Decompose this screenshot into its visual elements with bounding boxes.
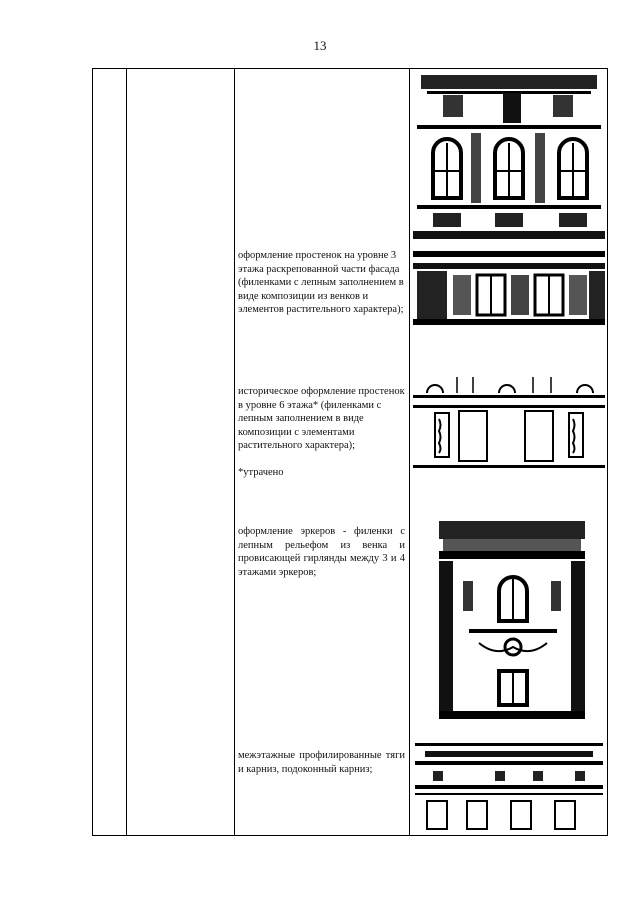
facade-third-floor-piers-photo	[413, 251, 605, 329]
cornice-photo	[415, 743, 603, 831]
heritage-table	[92, 68, 608, 836]
column-divider-1	[126, 69, 127, 835]
page-number: 13	[313, 38, 327, 53]
facade-sixth-floor-piers-photo	[413, 371, 605, 471]
row-5-description: межэтажные профилированные тяги и карниз, подоконный карниз;	[238, 750, 405, 775]
row-3-description: историческое оформление простенок в уровне 6 этажа* (филенками с лепным заполнением в виде композиции с элементами растительного характера); *утрачено	[238, 386, 405, 478]
row-4-description: оформление эркеров - филенки с лепным рельефом из венка и провисающей гирлянды между 3 и 4 этажами эркеров;	[238, 526, 405, 578]
bay-window-photo	[439, 521, 585, 727]
row-2-description: оформление простенок на уровне 3 этажа раскрепованной части фасада (филенками с лепным заполнением в виде композиции из венков и элементов растительного характера);	[238, 250, 404, 315]
column-divider-2	[234, 69, 235, 835]
lost-note: *утрачено	[238, 466, 284, 478]
column-divider-3	[409, 69, 410, 835]
facade-windows-arched-photo	[413, 73, 605, 239]
